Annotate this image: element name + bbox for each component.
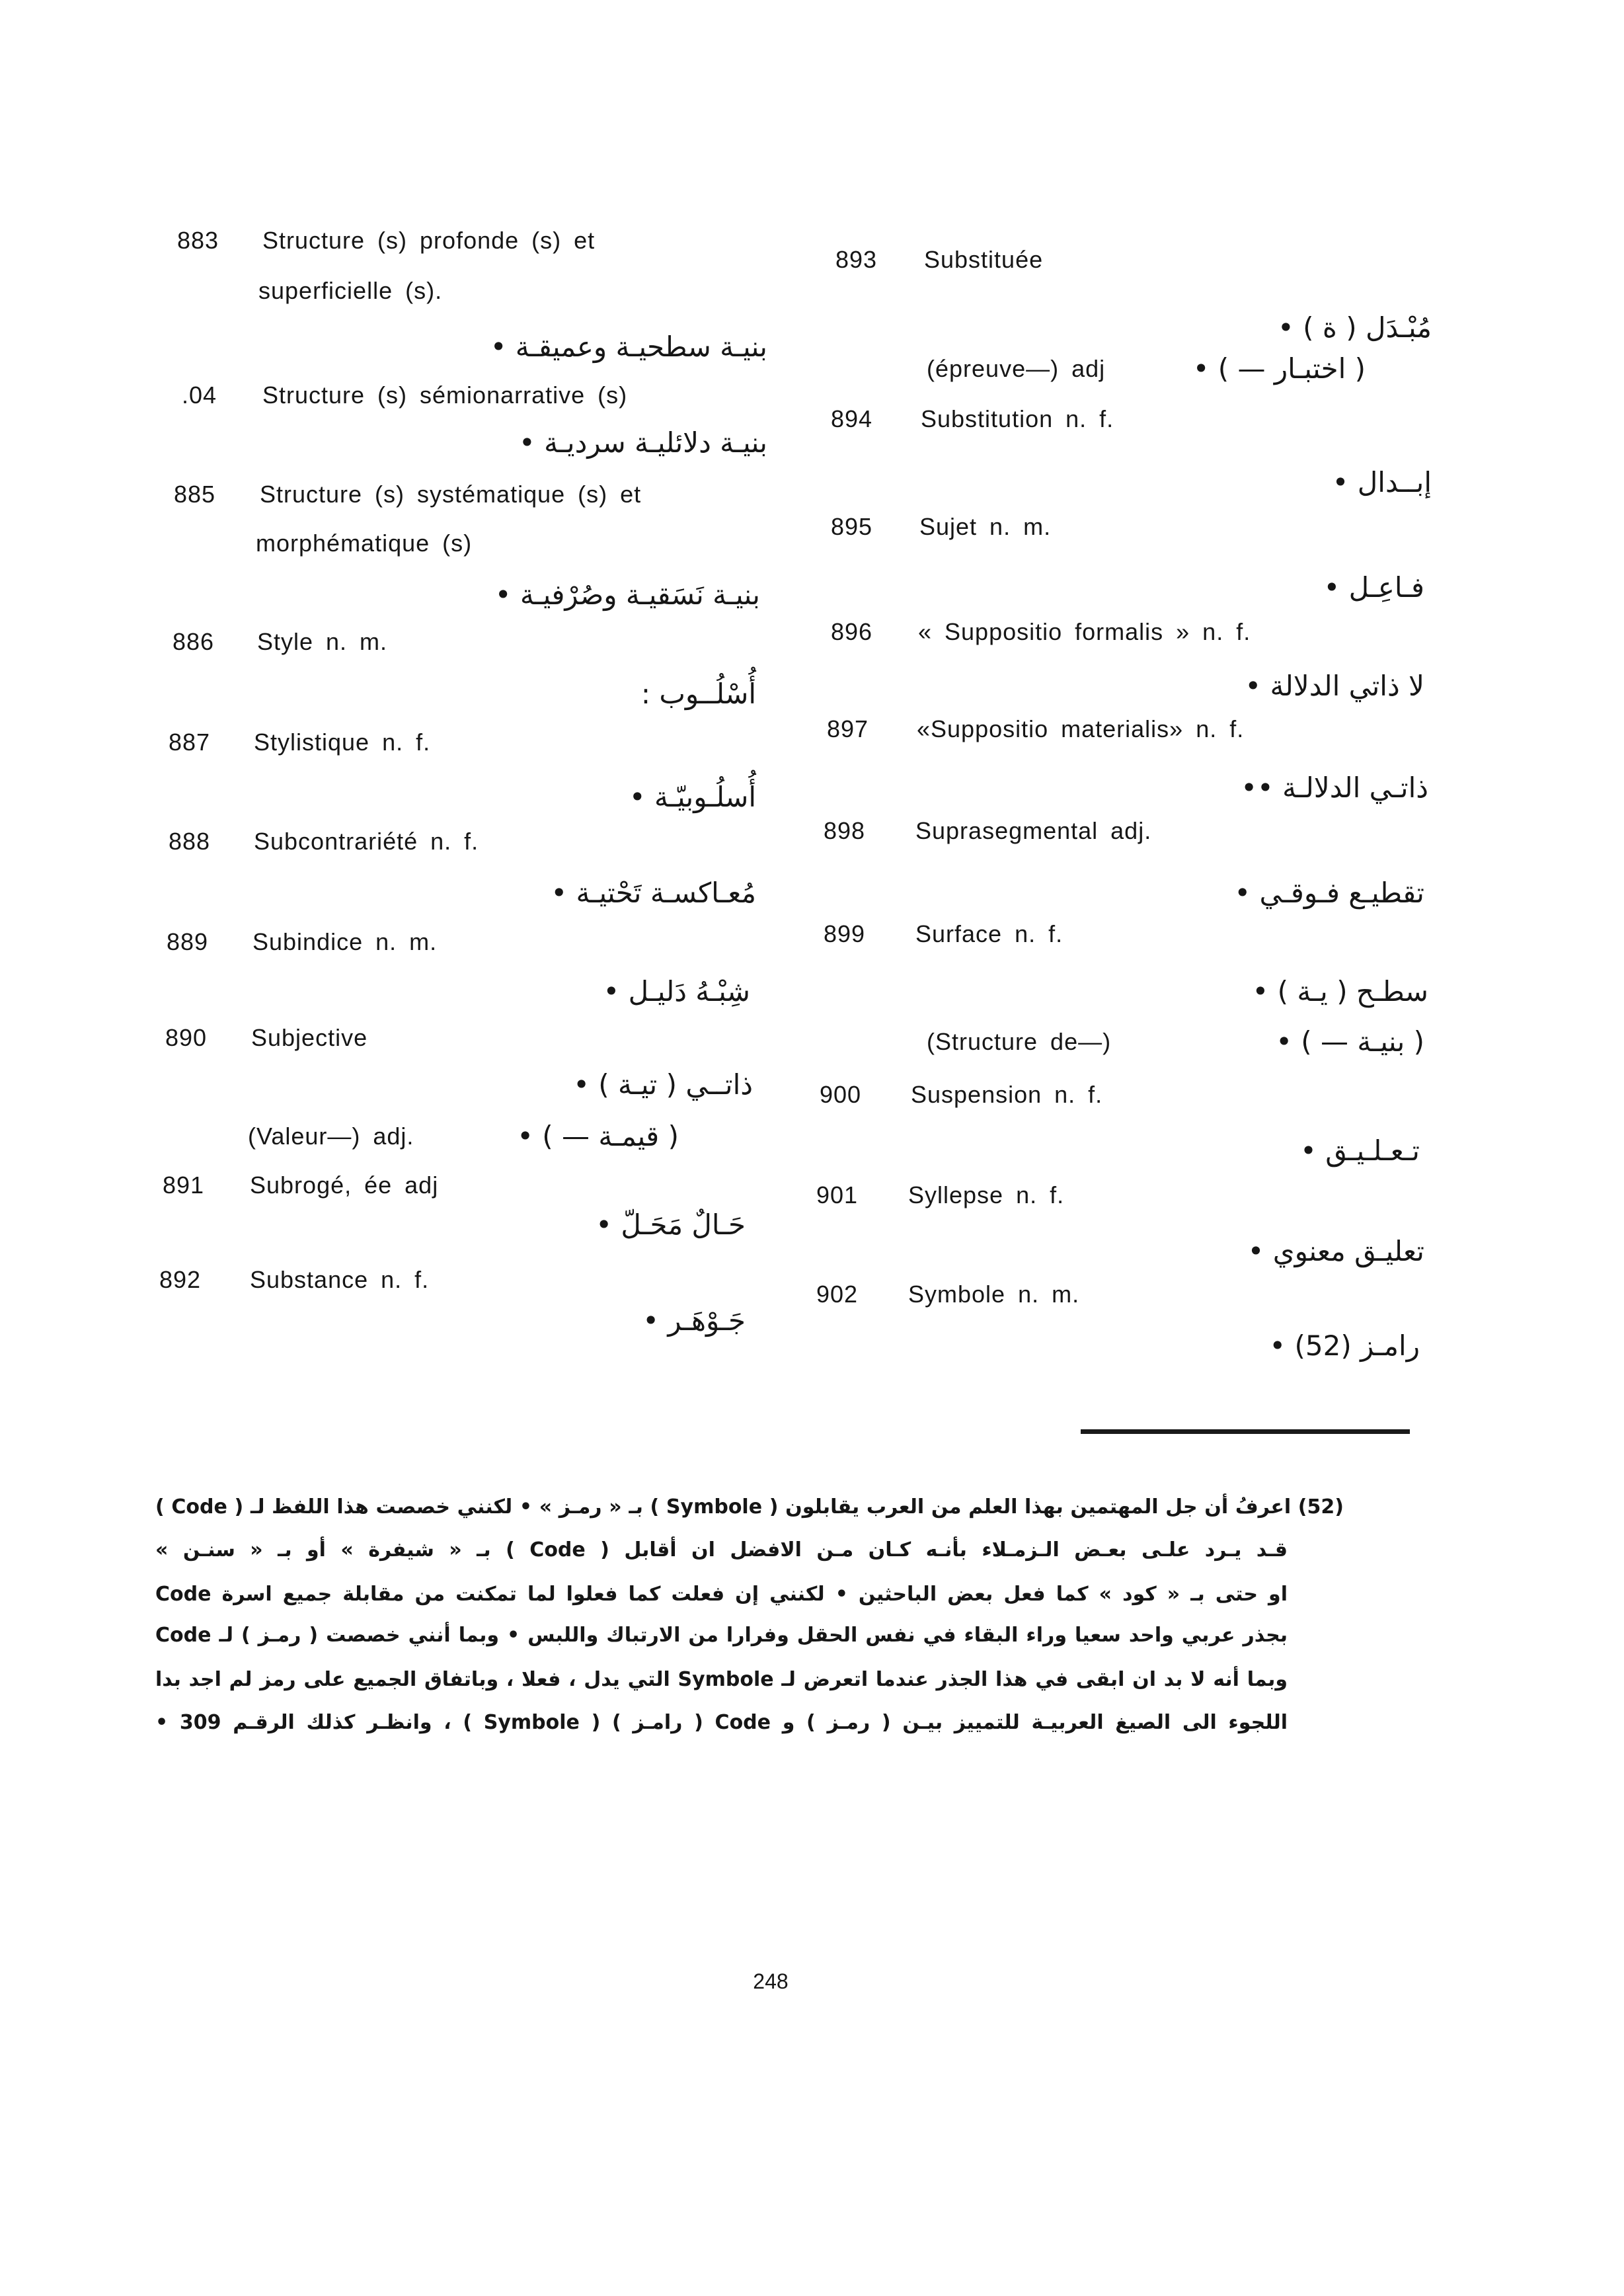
- entry-term: Subindice n. m.: [252, 928, 438, 955]
- entry-term: Subjective: [251, 1024, 368, 1051]
- entry-arabic: تـعـلـيـق •: [1300, 1134, 1420, 1167]
- entry-arabic: بنيـة دلائليـة سرديـة •: [518, 426, 767, 459]
- entry-number: 886: [173, 628, 215, 655]
- entry-sub-arabic: ( اختبـار — ) •: [1192, 352, 1366, 385]
- entry-arabic: لا ذاتي الدلالة •: [1245, 670, 1424, 702]
- entry-term: Symbole n. m.: [908, 1281, 1080, 1308]
- footnote-line: او حتى بـ « كود » كما فعل بعض الباحثين • لكنني إن فعلت كما فعلوا لما تمكنت من مقابلة جميع اسرة Code: [155, 1583, 1288, 1606]
- footnote-line: قـد يـرد علـى بعـض الـزمـلاء بأنـه كـان مـن الافضل ان أقابل ( Code ) بـ « شيفرة » أو بـ « سنـن »: [155, 1538, 1288, 1562]
- entry-sub-term: (Valeur—) adj.: [248, 1123, 414, 1150]
- entry-number: 889: [167, 928, 209, 955]
- entry-number: 899: [824, 920, 866, 947]
- entry-number: 901: [816, 1181, 859, 1208]
- entry-arabic: ذاتـي الدلالـة ••: [1241, 772, 1428, 804]
- entry-number: 900: [820, 1081, 862, 1108]
- entry-arabic: إبــدال •: [1332, 466, 1432, 498]
- footnote-line: وبما أنه لا بد ان ابقى في هذا الجذر عندما اتعرض لـ Symbole التي يدل ، فعلا ، وباتفاق الجميع على رمز لم اجد بدا: [155, 1668, 1288, 1691]
- entry-sub-term: (Structure de—): [927, 1028, 1112, 1055]
- entry-term: Substituée: [924, 246, 1044, 273]
- entry-arabic: تقطيـع فـوقـي •: [1234, 877, 1424, 909]
- entry-term: Syllepse n. f.: [908, 1181, 1065, 1208]
- entry-number: 887: [169, 729, 211, 756]
- entry-number: 898: [824, 817, 866, 844]
- entry-arabic: بنيـة سطحيـة وعميقـة •: [490, 331, 767, 363]
- entry-number: 888: [169, 828, 211, 855]
- entry-arabic: رامـز (52) •: [1269, 1329, 1420, 1362]
- entry-arabic: مُعـاكسـة تَحْتيـة •: [551, 877, 756, 909]
- entry-term: Suprasegmental adj.: [915, 817, 1152, 844]
- footnote-rule: [1081, 1429, 1410, 1434]
- entry-term: Stylistique n. f.: [254, 729, 431, 756]
- entry-number: 897: [827, 715, 869, 742]
- entry-number: 896: [831, 618, 873, 645]
- entry-term: «Suppositio materialis» n. f.: [917, 715, 1245, 742]
- entry-number: .04: [182, 381, 217, 409]
- entry-number: 902: [816, 1281, 859, 1308]
- page-number: 248: [753, 1969, 789, 1993]
- entry-arabic: أُسلُـوبيّـة •: [629, 781, 756, 813]
- entry-term: « Suppositio formalis » n. f.: [918, 618, 1251, 645]
- entry-term-continued: morphématique (s): [256, 530, 473, 557]
- entry-arabic: أُسْلُــوب :: [640, 678, 756, 710]
- entry-term: Subrogé, ée adj: [250, 1171, 439, 1199]
- entry-number: 891: [163, 1171, 205, 1199]
- entry-sub-arabic: ( بنيـة — ) •: [1276, 1025, 1424, 1058]
- entry-number: 895: [831, 513, 873, 540]
- entry-term: Style n. m.: [257, 628, 388, 655]
- entry-arabic: ذاتــي ( تيـة ) •: [573, 1068, 753, 1101]
- footnote-line: بجذر عربي واحد سعيا وراء البقاء في نفس الحقل وفرارا من الارتباك واللبس • وبما أنني خصصت ( رمـز ) لـ Code: [155, 1624, 1288, 1647]
- entry-arabic: سطـح ( يـة ) •: [1252, 975, 1428, 1008]
- entry-term: Sujet n. m.: [919, 513, 1052, 540]
- entry-term: Suspension n. f.: [911, 1081, 1103, 1108]
- entry-arabic: حَـالٌ مَحَـلّ •: [596, 1208, 746, 1241]
- entry-arabic: شِبْـهُ دَليـل •: [603, 975, 750, 1008]
- entry-arabic: جَـوْهَـر •: [642, 1304, 746, 1337]
- entry-number: 892: [159, 1266, 202, 1293]
- entry-term: Structure (s) systématique (s) et: [260, 481, 642, 508]
- entry-arabic: مُبْـدَل ( ة ) •: [1278, 311, 1432, 344]
- entry-arabic: تعليـق معنوي •: [1247, 1235, 1424, 1267]
- entry-term: Structure (s) profonde (s) et: [262, 227, 596, 254]
- entry-arabic: فـاعِـل •: [1323, 571, 1424, 604]
- entry-number: 894: [831, 405, 873, 432]
- entry-arabic: بنيـة نَسَقيـة وصُرْفيـة •: [494, 578, 760, 611]
- entry-number: 893: [835, 246, 878, 273]
- entry-sub-arabic: ( قيمـة — ) •: [517, 1120, 679, 1152]
- entry-sub-term: (épreuve—) adj: [927, 355, 1106, 382]
- entry-term: Subcontrariété n. f.: [254, 828, 479, 855]
- entry-number: 885: [174, 481, 216, 508]
- entry-term: Substance n. f.: [250, 1266, 430, 1293]
- entry-number: 890: [165, 1024, 208, 1051]
- footnote-line: اللجوء الى الصيغ العربيـة للتمييز بيـن ( رمـز ) و Code ( رامـز ) ( Symbole ) ، وانظـر كذلك الرقـم 309 •: [155, 1711, 1288, 1734]
- entry-term: Substitution n. f.: [921, 405, 1114, 432]
- entry-term: Structure (s) sémionarrative (s): [262, 381, 628, 409]
- entry-number: 883: [177, 227, 219, 254]
- footnote-line: (52) اعرفُ أن جل المهتمين بهذا العلم من العرب يقابلون ( Symbole ) بـ « رمـز » • لكنني خصصت هذا اللفظ لـ ( Code ): [155, 1495, 1344, 1519]
- entry-term-continued: superficielle (s).: [258, 277, 443, 304]
- entry-term: Surface n. f.: [915, 920, 1063, 947]
